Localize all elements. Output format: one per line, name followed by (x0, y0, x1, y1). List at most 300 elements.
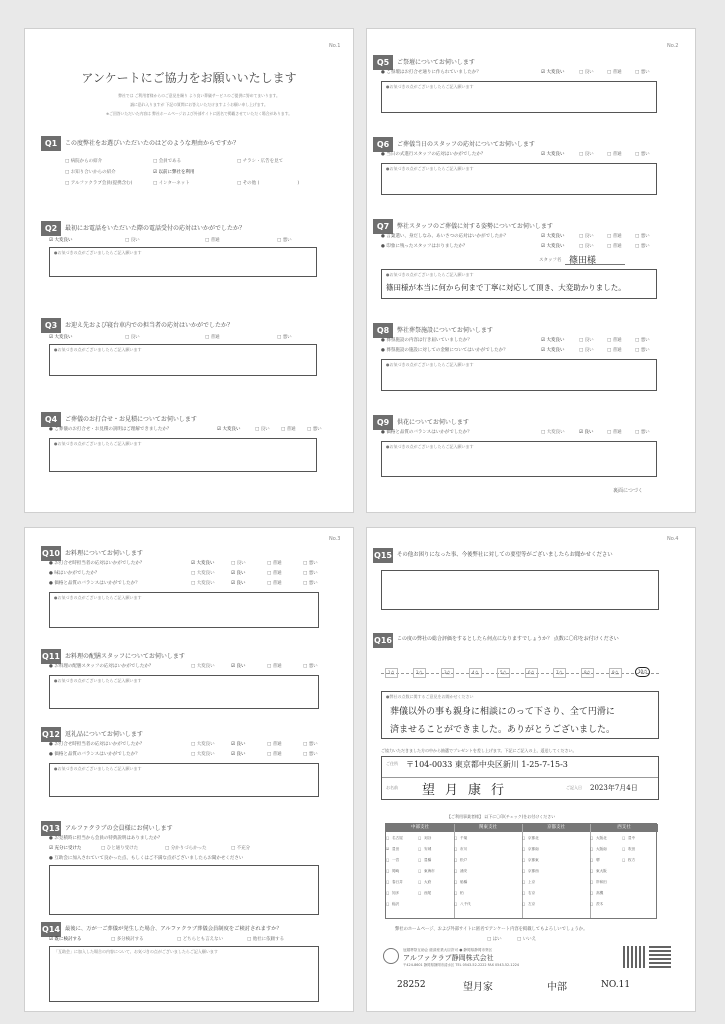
option-label: 充分に受けた (54, 846, 82, 851)
sub-question: ● 当日の式進行スタッフの応対はいかがでしたか？ (381, 152, 486, 157)
option[interactable]: □ 悪い (635, 338, 650, 343)
office-checkbox[interactable]: 春日井 (392, 880, 403, 884)
name-handwritten[interactable]: 望月康行 (422, 783, 515, 798)
option-checked[interactable]: ☑ 既に検討する (49, 937, 82, 942)
option-checked[interactable]: ☑ 大変良い (541, 348, 565, 353)
option[interactable]: □ 悪い (303, 571, 318, 576)
option[interactable]: □ アルファクラブ会員(提携含む) (65, 181, 133, 186)
sub-question: ● お打合せ時担当者の応対はいかがでしたか？ (49, 561, 145, 566)
comment-box[interactable] (49, 592, 319, 628)
office-checkbox[interactable]: 刈谷 (424, 836, 432, 840)
checkbox-icon: □ (386, 836, 390, 840)
question-number: Q2 (41, 221, 61, 236)
office-checkbox[interactable]: 京都東 (528, 858, 539, 862)
staff-label: スタッフ名 (539, 258, 562, 263)
option-label: 大変良い (546, 234, 565, 239)
date-handwritten[interactable]: 2023年7月4日 (590, 784, 638, 792)
comment-hint: ●お気づきの点がございましたらご記入願います (54, 595, 142, 600)
option-label: 大変良い (546, 338, 565, 343)
office-checkbox[interactable]: 安城 (424, 847, 432, 851)
option-checked[interactable]: ☑ 大変良い (541, 234, 565, 239)
staff-name-handwritten: 篠田様 (569, 256, 597, 266)
option[interactable]: □ 大変良い (191, 581, 215, 586)
option-label: 普通 (272, 664, 282, 669)
comment-hint: ●お気づきの点がございましたらご記入願います (54, 347, 142, 352)
option-label: 大変良い (54, 335, 73, 340)
comment-handwritten: 葬儀以外の事も親身に相談にのって下さり、全て円滑に (390, 707, 615, 717)
option-label: 普通 (612, 338, 622, 343)
option[interactable]: □ ひと通り受けた (101, 846, 139, 851)
question-number: Q14 (41, 922, 61, 937)
checkbox-icon: □ (522, 869, 526, 873)
option-label: 普通 (286, 427, 296, 432)
option[interactable]: □ 不充分 (231, 846, 251, 851)
column-header: 西支社 (590, 824, 658, 832)
option[interactable]: □ 普通 (607, 234, 622, 239)
sub-question: ● 価格と品質のバランスはいかがでしたか？ (49, 581, 140, 586)
option[interactable]: □ 悪い (635, 70, 650, 75)
office-checkbox[interactable]: 茨木 (596, 902, 604, 906)
option[interactable]: □ 悪い (635, 234, 650, 239)
address-label: ご住所 (386, 761, 398, 766)
option-label: 悪い (282, 335, 292, 340)
checkbox-icon: □ (522, 847, 526, 851)
office-checkbox[interactable]: 知多 (392, 891, 400, 895)
handwritten-family-name: 望月家 (463, 982, 493, 993)
option-label: アルファクラブ会員(提携含む) (70, 181, 133, 186)
option[interactable]: □ 悪い (635, 348, 650, 353)
option[interactable]: □ 他社に依頼する (247, 937, 285, 942)
handwritten-area: 中部 (547, 982, 567, 993)
comment-box[interactable] (381, 359, 657, 391)
option[interactable]: □ 普通 (607, 70, 622, 75)
comment-box[interactable] (381, 163, 657, 195)
question-text: 最初にお電話をいただいた際の電話受付の応対はいかがでしたか？ (65, 225, 246, 232)
comment-box[interactable] (49, 865, 319, 915)
question-number: Q15 (373, 548, 393, 563)
option[interactable]: □ 普通 (607, 152, 622, 157)
comment-box[interactable] (381, 570, 659, 610)
option-label: 普通 (612, 430, 622, 435)
option-label: 悪い (640, 234, 650, 239)
sub-question: ● ご葬儀のお打合せ・お見積の説明はご理解できましたか？ (49, 427, 172, 432)
contact-box (381, 756, 659, 800)
question-number: Q16 (373, 633, 393, 648)
office-checkbox[interactable]: 柏 (460, 891, 464, 895)
question-number: Q5 (373, 55, 393, 70)
option[interactable]: □ 普通 (607, 430, 622, 435)
option-checked[interactable]: ☑ 大変良い (541, 244, 565, 249)
option-label: 大変良い (196, 561, 215, 566)
office-checkbox[interactable]: 東海市 (424, 869, 435, 873)
publish-no[interactable]: □ いいえ (517, 937, 537, 942)
office-checkbox[interactable]: 船橋 (460, 880, 468, 884)
company-logo (383, 948, 399, 964)
comment-box[interactable] (49, 763, 319, 797)
comment-box[interactable] (49, 946, 319, 1002)
option-checked[interactable]: ☑ 良い (231, 742, 246, 747)
office-checkbox[interactable]: 右京 (528, 891, 536, 895)
comment-handwritten: 済ませることができました。ありがとうございました。 (390, 725, 616, 735)
checkbox-icon: □ (454, 902, 458, 906)
survey-sheet-1 (24, 28, 354, 513)
option[interactable]: □ 大変良い (191, 571, 215, 576)
office-checkbox[interactable]: 岡崎 (392, 869, 400, 873)
option-label: 会員である (158, 159, 182, 164)
option-label: 良い (584, 70, 594, 75)
question-text: ご葬儀のお打合せ・お見積についてお伺いします (65, 416, 197, 423)
option-label: 悪い (308, 664, 318, 669)
option-label: 悪い (640, 430, 650, 435)
option[interactable]: □ 普通 (607, 338, 622, 343)
company-sub: 冠婚葬祭互助会 経済産業大臣許可 ● 静岡県静岡市葵区 (403, 948, 493, 952)
sub-question: ● 葬祭施設の内容は行き届いていましたか？ (381, 338, 472, 343)
checkbox-icon: □ (454, 869, 458, 873)
office-checkbox[interactable]: 東大阪 (596, 869, 607, 873)
checkbox-icon: □ (418, 891, 422, 895)
option-checked[interactable]: ☑ 良い (231, 752, 246, 757)
column-header: 京都支社 (522, 824, 590, 832)
option[interactable]: □ 良い (579, 152, 594, 157)
comment-box[interactable] (381, 81, 657, 113)
question-number: Q8 (373, 323, 393, 338)
checkbox-icon: □ (622, 858, 626, 862)
option-checked[interactable]: ☑ 充分に受けた (49, 846, 82, 851)
option[interactable]: □ 大変良い (191, 742, 215, 747)
office-checkbox[interactable]: 京都西 (528, 869, 539, 873)
option[interactable]: □ 普通 (205, 335, 220, 340)
option[interactable]: □ 悪い (303, 581, 318, 586)
option-label: 良い (236, 742, 246, 747)
option-label: 大変良い (196, 664, 215, 669)
office-checkbox[interactable]: 京都北 (528, 836, 539, 840)
option-label: 普通 (612, 348, 622, 353)
comment-box[interactable] (49, 438, 317, 472)
option-checked[interactable]: ☑ 大変良い (49, 335, 73, 340)
comment-box[interactable] (49, 247, 317, 277)
checkbox-icon: □ (590, 869, 594, 873)
option-label: 大変良い (546, 244, 565, 249)
option-label: 大変良い (546, 348, 565, 353)
option[interactable]: □ 普通 (267, 742, 282, 747)
office-checkbox[interactable]: 左京 (528, 902, 536, 906)
office-checkbox[interactable]: 大阪北 (596, 836, 607, 840)
option-checked[interactable]: ☑ 良い (231, 664, 246, 669)
sub-question: ● 価格と品質のバランスはいかがでしたか？ (381, 430, 472, 435)
checkbox-icon: □ (590, 847, 594, 851)
option-checked[interactable]: ☑ 良い (231, 581, 246, 586)
option[interactable]: □ 普通 (607, 244, 622, 249)
checkbox-icon: □ (386, 880, 390, 884)
comment-hint: ●お気づきの点がございましたらご記入願います (386, 84, 474, 89)
option-label: 普通 (272, 561, 282, 566)
office-checkbox[interactable]: 高槻 (596, 891, 604, 895)
option-checked[interactable]: ☑ 大変良い (49, 238, 73, 243)
option[interactable]: □ 良い (579, 70, 594, 75)
option[interactable]: □ インターネット (153, 181, 190, 186)
date-label: ご記入日 (566, 785, 582, 790)
option-label: 大変良い (196, 752, 215, 757)
option-checked[interactable]: ☑ 大変良い (217, 427, 241, 432)
office-checkbox[interactable]: 豊橋 (424, 858, 432, 862)
option[interactable]: □ 分かりづらかった (165, 846, 207, 851)
option-label: はい (492, 937, 502, 942)
option[interactable]: □ 悪い (303, 742, 318, 747)
office-checkbox[interactable]: 千葉 (460, 836, 468, 840)
option-label: 多分検討する (116, 937, 144, 942)
checkbox-icon: □ (386, 869, 390, 873)
option[interactable]: □ 普通 (281, 427, 296, 432)
survey-sheet-4 (366, 527, 696, 1012)
checkbox-icon: □ (454, 847, 458, 851)
question-text: この度の弊社の総合評価をするとしたら何点になりますでしょうか？ 点数に〇印をお付けください (397, 636, 619, 642)
checkbox-icon: □ (418, 869, 422, 873)
option-label: 大変良い (546, 430, 565, 435)
option[interactable]: □ 良い (255, 427, 270, 432)
option-label: 悪い (282, 238, 292, 243)
checkbox-icon: □ (590, 880, 594, 884)
option[interactable]: □ どちらとも言えない (177, 937, 224, 942)
option[interactable]: □ 普通 (267, 571, 282, 576)
option-label: 悪い (640, 70, 650, 75)
score-option[interactable]: 8点 (581, 668, 594, 678)
option-label: 大変良い (222, 427, 241, 432)
comment-box[interactable] (381, 691, 659, 739)
option[interactable]: □ 悪い (303, 561, 318, 566)
office-checkbox[interactable]: 堺 (596, 858, 600, 862)
option-label: 悪い (308, 571, 318, 576)
option-label: 良い (584, 244, 594, 249)
checkbox-icon: □ (454, 858, 458, 862)
option-label: 良い (584, 152, 594, 157)
score-option[interactable]: 2点 (413, 668, 426, 678)
score-option[interactable]: 1点 (385, 668, 398, 678)
option[interactable]: □ 病院からの紹介 (65, 159, 103, 164)
office-checkbox[interactable]: 西尾 (424, 891, 432, 895)
checkbox-icon: □ (522, 880, 526, 884)
option-label: 大変良い (196, 571, 215, 576)
option[interactable]: □ 普通 (267, 581, 282, 586)
office-checkbox[interactable]: 京都南 (528, 847, 539, 851)
company-address: 〒424-8601 静岡県静岡市清水区 TEL 0543-52-2222 FAX 0543-52-1224 (403, 963, 520, 967)
checkbox-icon: □ (590, 902, 594, 906)
option[interactable]: □ チラシ・広告を見て (237, 159, 284, 164)
option[interactable]: □ 大変良い (191, 752, 215, 757)
office-checkbox[interactable]: 松戸 (460, 858, 468, 862)
score-option[interactable]: 5点 (497, 668, 510, 678)
checkbox-icon: □ (522, 836, 526, 840)
comment-box[interactable] (49, 344, 317, 376)
checkbox-icon: □ (590, 836, 594, 840)
option-label: 普通 (272, 752, 282, 757)
office-checkbox[interactable]: 名古屋 (392, 836, 403, 840)
option-label: 大変良い (546, 70, 565, 75)
option-label: 悪い (308, 561, 318, 566)
option-label: 以前に弊社を利用 (158, 170, 195, 175)
checkbox-icon: □ (454, 891, 458, 895)
page-number: No.1 (329, 43, 341, 49)
comment-hint: ●お気づきの点がございましたらご記入願います (386, 444, 474, 449)
comment-hint: ●お気づきの点がございましたらご記入願います (386, 272, 474, 277)
publish-yes[interactable]: □ はい (487, 937, 502, 942)
option-label: 良い (236, 581, 246, 586)
option[interactable]: □ 普通 (267, 664, 282, 669)
option-label: 普通 (612, 70, 622, 75)
score-option[interactable]: 7点 (553, 668, 566, 678)
office-checkbox[interactable]: 市川 (460, 847, 468, 851)
option-checked[interactable]: ☑ 良い (231, 571, 246, 576)
office-checkbox[interactable]: 上京 (528, 880, 536, 884)
option[interactable]: □ 悪い (635, 430, 650, 435)
qr-code (623, 946, 645, 968)
checkbox-icon: □ (386, 858, 390, 862)
checkbox-icon: □ (418, 858, 422, 862)
option[interactable]: □ お知り合いからの紹介 (65, 170, 116, 175)
score-option[interactable]: 4点 (469, 668, 482, 678)
score-scale (381, 653, 659, 687)
option-checked[interactable]: ☑ 大変良い (541, 70, 565, 75)
question-number: Q12 (41, 727, 61, 742)
option-label: 悪い (640, 338, 650, 343)
checkbox-icon: □ (522, 858, 526, 862)
option-checked[interactable]: ☑ 大変良い (541, 338, 565, 343)
staff-name-line (565, 264, 625, 265)
question-number: Q13 (41, 821, 61, 836)
survey-sheet-3 (24, 527, 354, 1012)
checkbox-icon: □ (622, 836, 626, 840)
option-label: どちらとも言えない (182, 937, 224, 942)
option-label: 大変良い (546, 152, 565, 157)
checkbox-icon: □ (418, 880, 422, 884)
option[interactable]: □ 多分検討する (111, 937, 144, 942)
checkbox-icon: □ (522, 902, 526, 906)
page-number: No.4 (667, 536, 679, 542)
option-label: 普通 (612, 234, 622, 239)
office-checkbox-checked[interactable]: 豊田 (392, 847, 400, 851)
score-option[interactable]: 6点 (525, 668, 538, 678)
checkbox-icon: □ (622, 847, 626, 851)
option[interactable]: □ 良い (579, 234, 594, 239)
option-label: 良い (584, 338, 594, 343)
option[interactable]: □ その他 ( ) (237, 181, 300, 186)
comment-box[interactable] (381, 269, 657, 299)
option-checked[interactable]: ☑ 大変良い (191, 561, 215, 566)
option-checked[interactable]: ☑ 良い (579, 430, 594, 435)
option-label: 悪い (640, 244, 650, 249)
address-handwritten[interactable]: 〒104-0033 東京都中央区新川 1-25-7-15-3 (406, 760, 568, 769)
option-label: 普通 (612, 152, 622, 157)
comment-hint: ●お気づきの点がございましたらご記入願います (54, 250, 142, 255)
option[interactable]: □ 悪い (277, 335, 292, 340)
checkbox-icon: □ (454, 880, 458, 884)
column-header: 中部支社 (386, 824, 454, 832)
option[interactable]: □ 大変良い (541, 430, 565, 435)
option-label: お知り合いからの紹介 (70, 170, 116, 175)
option-label: 良い (584, 234, 594, 239)
sub-question: ● お料理の配膳スタッフの応対はいかがでしたか？ (49, 664, 154, 669)
office-checkbox[interactable]: 豊中 (628, 836, 636, 840)
option[interactable]: □ 悪い (277, 238, 292, 243)
sub-question: ● 言葉遣い、身だしなみ、あいさつの応対はいかがでしたか？ (381, 234, 509, 239)
option[interactable]: □ 会員である (153, 159, 182, 164)
office-checkbox[interactable]: 大府 (424, 880, 432, 884)
option-label: その他 ( (242, 181, 260, 186)
option[interactable]: □ 良い (125, 238, 140, 243)
score-option[interactable]: 9点 (609, 668, 622, 678)
office-checkbox[interactable]: 岸和田 (596, 880, 607, 884)
option[interactable]: □ 良い (579, 244, 594, 249)
option-label: 普通 (612, 244, 622, 249)
comment-hint: 「互助会」に加入した場合の内容について、お気づきの点がございましたらご記入願います (54, 949, 218, 954)
option[interactable]: □ 悪い (303, 664, 318, 669)
question-text: ご祭壇についてお伺いします (397, 59, 475, 66)
option-label: 普通 (210, 335, 220, 340)
office-checkbox[interactable]: 浦安 (460, 869, 468, 873)
question-text: 弊社スタッフのご葬儀に対する姿勢についてお伺いします (397, 223, 553, 230)
question-text: お料理についてお伺いします (65, 550, 143, 557)
page-number: No.2 (667, 43, 679, 49)
comment-hint: ●お気づきの点がございましたらご記入願います (54, 766, 142, 771)
publish-question: 弊社のホームページ、および外部サイトに匿名でアンケート内容を掲載してもよろしいでしょうか。 (395, 927, 588, 932)
survey-title: アンケートにご協力をお願いいたします (81, 71, 297, 85)
option[interactable]: □ 良い (125, 335, 140, 340)
intro-line: 弊社では ご利用者様からのご意見を賜り より良い葬儀サービスのご提供に努めてまいります。 (118, 93, 280, 98)
option-label: 既に検討する (54, 937, 82, 942)
office-checkbox[interactable]: 枚方 (628, 858, 636, 862)
option[interactable]: □ 大変良い (191, 664, 215, 669)
comment-box[interactable] (49, 675, 319, 709)
comment-box[interactable] (381, 441, 657, 477)
option[interactable]: □ 普通 (205, 238, 220, 243)
qr-code (649, 946, 671, 968)
question-text: ご葬儀当日のスタッフの応対についてお伺いします (397, 141, 535, 148)
option[interactable]: □ 悪い (635, 244, 650, 249)
question-text: この度弊社をお選びいただいたのはどのような理由からですか？ (65, 140, 239, 147)
option-checked[interactable]: ☑ 大変良い (541, 152, 565, 157)
option[interactable]: □ 良い (231, 561, 246, 566)
option-label: 普通 (272, 742, 282, 747)
office-checkbox[interactable]: 一宮 (392, 858, 400, 862)
option[interactable]: □ 悪い (307, 427, 322, 432)
handwritten-number: NO.11 (601, 980, 631, 990)
option[interactable]: □ 普通 (267, 752, 282, 757)
checkbox-icon: □ (590, 891, 594, 895)
office-checkbox[interactable]: 八千代 (460, 902, 471, 906)
office-checkbox[interactable]: 稲沢 (392, 902, 400, 906)
sub-question: ● 葬祭施設の施設に対しての金額についてはいかがでしたか？ (381, 348, 508, 353)
option-label: 良い (236, 664, 246, 669)
option[interactable]: □ 普通 (607, 348, 622, 353)
comment-hint: ●お気づきの点がございましたらご記入願います (54, 441, 142, 446)
office-checkbox[interactable]: 大阪南 (596, 847, 607, 851)
divider (382, 777, 658, 778)
option-label: 病院からの紹介 (70, 159, 103, 164)
option[interactable]: □ 悪い (303, 752, 318, 757)
office-checkbox[interactable]: 吹田 (628, 847, 636, 851)
intro-text (65, 91, 333, 118)
option-checked[interactable]: ☑ 以前に弊社を利用 (153, 170, 195, 175)
score-option[interactable]: 3点 (441, 668, 454, 678)
checkbox-icon: ☑ (386, 847, 390, 851)
column-header: 関東支社 (454, 824, 522, 832)
sub-question: ● 印象に残ったスタッフはおりましたか？ (381, 244, 468, 249)
comment-hint: ●弊社の点数に関するご意見をお聞かせください (386, 694, 474, 699)
option[interactable]: □ 良い (579, 338, 594, 343)
score-option-selected[interactable]: 10点 (635, 667, 650, 677)
option[interactable]: □ 良い (579, 348, 594, 353)
option[interactable]: □ 普通 (267, 561, 282, 566)
option[interactable]: □ 悪い (635, 152, 650, 157)
